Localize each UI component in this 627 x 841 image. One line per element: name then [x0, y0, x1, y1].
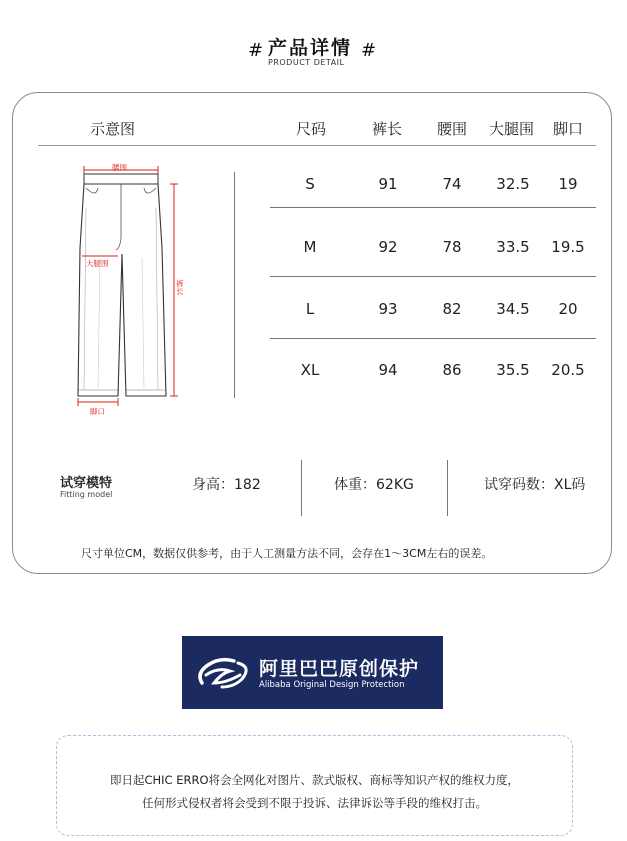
alibaba-logo-icon	[194, 653, 256, 693]
measurement-note: 尺寸单位CM，数据仅供参考，由于人工测量方法不同，会存在1～3CM左右的误差。	[81, 547, 493, 560]
cell-waist: 82	[442, 300, 462, 318]
row-divider	[270, 338, 596, 339]
header-length: 裤长	[372, 120, 403, 138]
alibaba-banner	[182, 636, 443, 709]
pants-diagram	[70, 158, 200, 420]
cell-hem: 19	[558, 175, 578, 193]
hem-label: 脚口	[90, 407, 105, 416]
row-divider	[270, 207, 596, 208]
thigh-label: 大腿围	[86, 259, 109, 268]
cell-hem: 20.5	[551, 361, 585, 379]
model-size: 试穿码数：XL码	[484, 477, 586, 493]
page-title: 产品详情	[268, 37, 353, 59]
cell-length: 94	[378, 361, 398, 379]
page-subtitle: PRODUCT DETAIL	[268, 58, 345, 67]
model-weight: 体重：62KG	[334, 477, 414, 493]
header-size: 尺码	[296, 120, 327, 138]
cell-length: 92	[378, 238, 398, 256]
cell-size: S	[305, 175, 315, 193]
diagram-header: 示意图	[90, 120, 136, 138]
header-waist: 腰围	[437, 120, 468, 138]
cell-waist: 86	[442, 361, 462, 379]
cell-length: 93	[378, 300, 398, 318]
length-label: 裤长	[176, 279, 184, 296]
diagram-divider	[234, 172, 235, 398]
model-label: 试穿模特	[60, 476, 113, 491]
header-divider	[38, 145, 596, 146]
cell-size: L	[305, 300, 315, 318]
model-label-en: Fitting model	[60, 490, 113, 499]
model-height: 身高：182	[192, 477, 261, 493]
row-divider	[270, 276, 596, 277]
banner-subtitle: Alibaba Original Design Protection	[259, 680, 405, 690]
model-divider	[301, 460, 302, 516]
cell-hem: 20	[558, 300, 578, 318]
cell-thigh: 35.5	[496, 361, 530, 379]
cell-waist: 74	[442, 175, 462, 193]
cell-hem: 19.5	[551, 238, 585, 256]
cell-size: M	[303, 238, 317, 256]
copyright-line-2: 任何形式侵权者将会受到不限于投诉、法律诉讼等手段的维权打击。	[142, 796, 487, 810]
cell-length: 91	[378, 175, 398, 193]
cell-size: XL	[300, 361, 320, 379]
model-divider	[447, 460, 448, 516]
banner-title: 阿里巴巴原创保护	[259, 658, 420, 680]
title-hash-right: #	[361, 40, 377, 61]
title-hash-left: #	[248, 40, 264, 61]
header-thigh: 大腿围	[489, 120, 535, 138]
cell-thigh: 32.5	[496, 175, 530, 193]
cell-waist: 78	[442, 238, 462, 256]
cell-thigh: 33.5	[496, 238, 530, 256]
header-hem: 脚口	[553, 120, 584, 138]
cell-thigh: 34.5	[496, 300, 530, 318]
waist-label: 腰围	[112, 163, 127, 172]
copyright-line-1: 即日起CHIC ERRO将会全网化对图片、款式版权、商标等知识产权的维权力度，	[109, 773, 520, 787]
